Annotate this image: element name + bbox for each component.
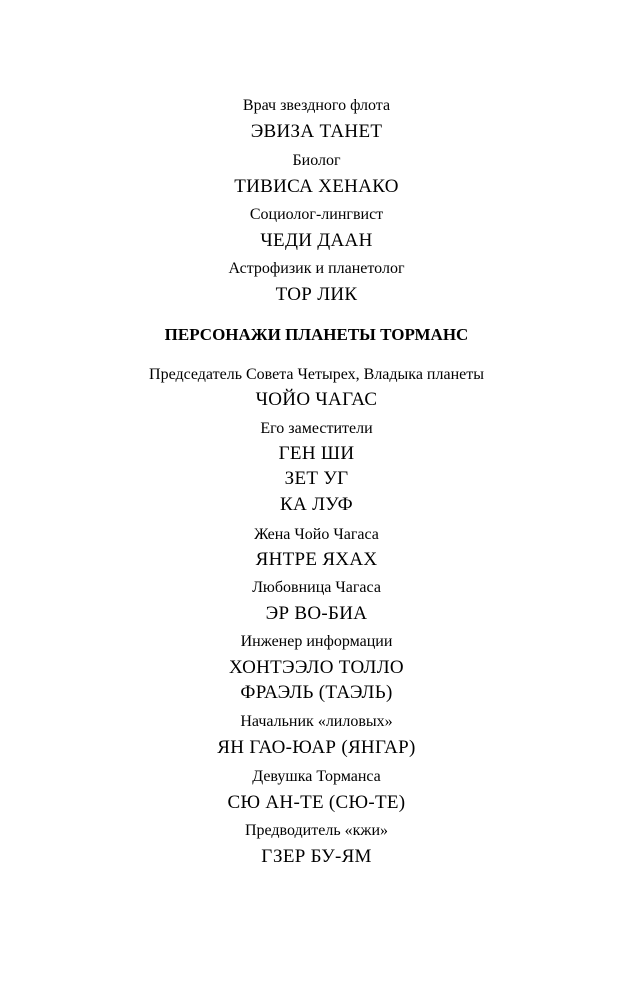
character-name: ЗЕТ УГ [284, 468, 349, 489]
character-role: Председатель Совета Четырех, Владыка планеты [149, 366, 484, 383]
character-name: ХОНТЭЭЛО ТОЛЛО [229, 657, 404, 678]
character-role: Девушка Торманса [252, 768, 381, 785]
character-role: Биолог [292, 152, 341, 169]
character-name: ЧОЙО ЧАГАС [255, 389, 378, 410]
character-role: Астрофизик и планетолог [228, 260, 405, 277]
character-role: Врач звездного флота [242, 97, 391, 114]
character-name: ЧЕДИ ДААН [260, 230, 373, 251]
character-role: Жена Чойо Чагаса [254, 526, 379, 543]
character-name: КА ЛУФ [280, 494, 353, 515]
character-name: ЭВИЗА ТАНЕТ [250, 121, 383, 142]
character-name: СЮ АН-ТЕ (СЮ-ТЕ) [227, 792, 406, 813]
character-name: ФРАЭЛЬ (ТАЭЛЬ) [240, 682, 393, 703]
character-name: ТИВИСА ХЕНАКО [234, 176, 399, 197]
character-role: Предводитель «кжи» [244, 822, 389, 839]
character-role: Начальник «лиловых» [240, 713, 393, 730]
character-name: ГЕН ШИ [278, 443, 355, 464]
character-name: ГЗЕР БУ-ЯМ [261, 846, 372, 867]
character-role: Инженер информации [240, 633, 393, 650]
character-name: ЭР ВО-БИА [265, 603, 368, 624]
character-role: Его заместители [260, 420, 373, 437]
section-heading: ПЕРСОНАЖИ ПЛАНЕТЫ ТОРМАНС [164, 325, 469, 344]
character-name: ТОР ЛИК [275, 284, 358, 305]
character-name: ЯНТРЕ ЯХАХ [255, 549, 378, 570]
character-role: Социолог-лингвист [249, 206, 384, 223]
character-role: Любовница Чагаса [252, 579, 381, 596]
character-name: ЯН ГАО-ЮАР (ЯНГАР) [217, 737, 416, 758]
